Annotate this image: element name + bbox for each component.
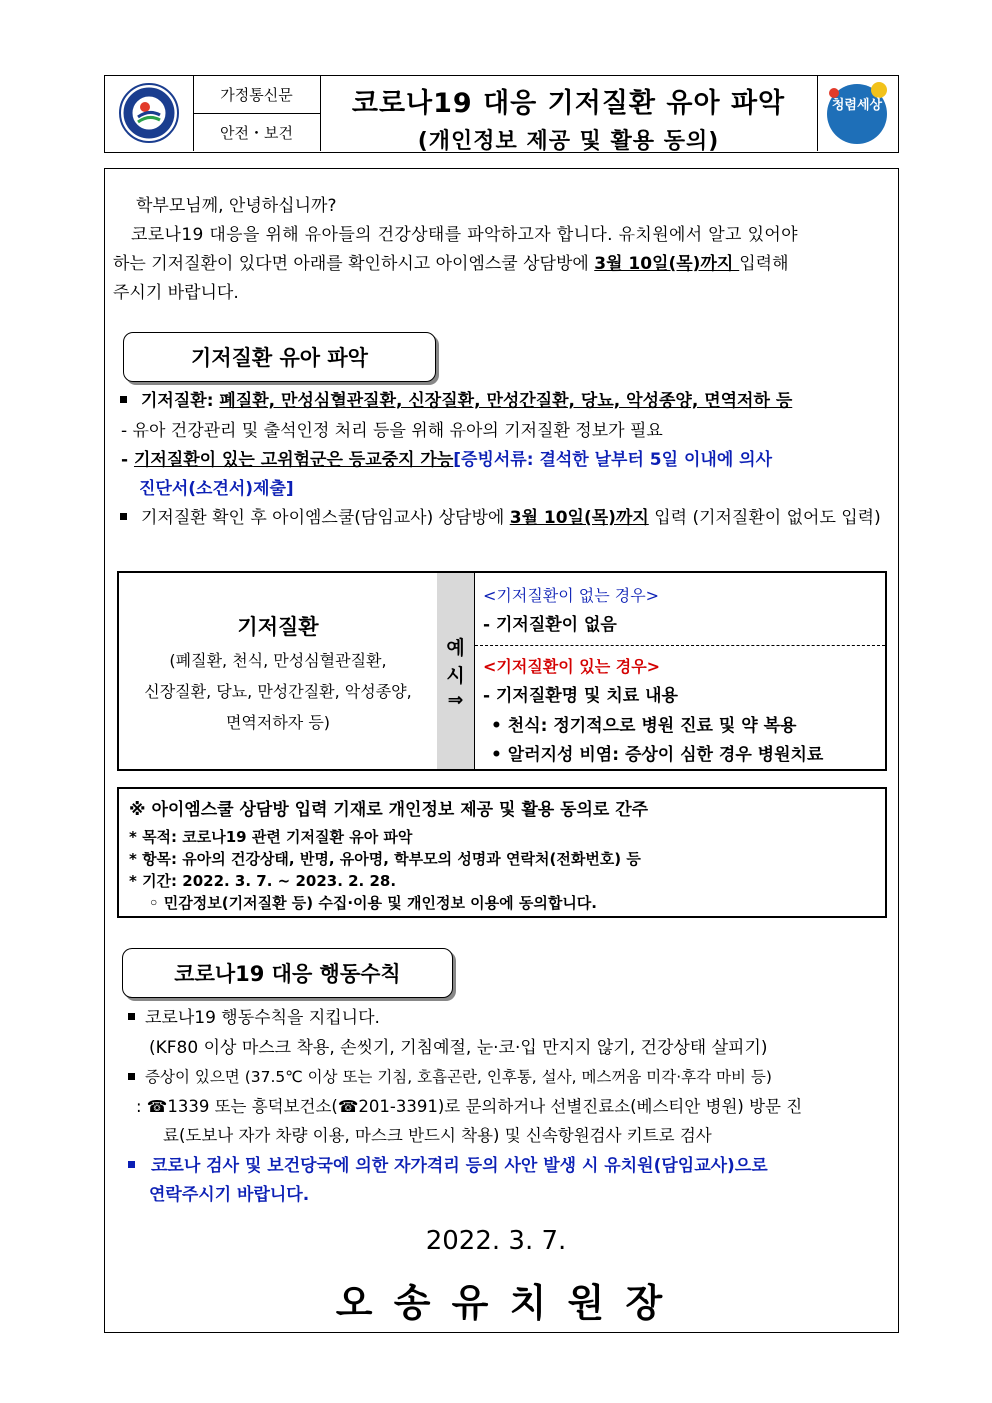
intro-line-3	[113, 249, 789, 280]
deadline-highlight: 3월 10일(목)까지	[594, 254, 740, 274]
consent-notice-title: ※ 아이엠스쿨 상담방 입력 기재로 개인정보 제공 및 활용 동의로 간주	[129, 800, 649, 820]
yes-case-example-2: • 알러지성 비염: 증상이 심한 경우 병원치료	[491, 745, 824, 765]
greeting: 학부모님께, 안녕하십니까?	[136, 196, 337, 216]
signer-name: 오 송 유 치 원 장	[335, 1281, 667, 1325]
consent-notice-box	[117, 787, 887, 918]
consent-purpose: * 목적: 코로나19 관련 기저질환 유아 파악	[129, 828, 413, 846]
example-char-2: 시	[446, 665, 465, 687]
square-bullet-icon	[128, 1013, 135, 1020]
table-left-sub2: 신장질환, 당뇨, 만성간질환, 악성종양,	[144, 682, 412, 701]
arrow-right-icon: ⇒	[447, 689, 464, 711]
table-left-cell	[119, 573, 438, 769]
chronic-label: 기저질환:	[141, 391, 220, 411]
integrity-logo-text: 청렴세상	[831, 98, 883, 113]
symptoms-contact: : ☎1339 또는 흥덕보건소(☎201-3391)로 문의하거나 선별진료소(베스티안 병원) 방문 진	[136, 1097, 803, 1116]
square-bullet-icon	[128, 1073, 135, 1080]
evidence-docs: [증빙서류: 결석한 날부터 5일 이내에 의사	[453, 450, 773, 470]
document-date: 2022. 3. 7.	[425, 1226, 567, 1256]
bullet-quarantine	[124, 1151, 768, 1181]
high-risk-text: 기저질환이 있는 고위험군은 등교중지 가능	[133, 450, 454, 470]
table-left-sub3: 면역저하자 등)	[225, 713, 331, 732]
title-line-2: (개인정보 제공 및 활용 동의)	[417, 129, 720, 154]
yes-case-body: - 기저질환명 및 치료 내용	[483, 686, 678, 706]
kindergarten-logo	[105, 76, 194, 151]
detail-high-risk	[121, 445, 772, 475]
detail-health-info: - 유아 건강관리 및 출석인정 처리 등을 위해 유아의 기저질환 정보가 필요	[121, 421, 663, 441]
table-example-cell	[437, 573, 475, 769]
intro-line-3-a: 하는 기저질환이 있다면 아래를 확인하시고 아이엠스쿨 상담방에	[113, 254, 595, 274]
yes-case-heading: <기저질환이 있는 경우>	[483, 657, 661, 676]
input-text-c: 입력 (기저질환이 없어도 입력)	[648, 508, 881, 528]
input-deadline: 3월 10일(목)까지	[509, 508, 649, 528]
consent-items: * 항목: 유아의 건강상태, 반명, 유아명, 학부모의 성명과 연락처(전화번호) 등	[129, 850, 641, 868]
table-divider	[475, 645, 885, 646]
yes-case-example-1: • 천식: 정기적으로 병원 진료 및 약 복용	[491, 716, 797, 736]
input-text-a: 기저질환 확인 후 아이엠스쿨(담임교사) 상담방에	[141, 508, 510, 528]
category-safety-health: 안전・보건	[193, 113, 321, 151]
consent-agreement: ◦ 민감정보(기저질환 등) 수집·이용 및 개인정보 이용에 동의합니다.	[149, 894, 597, 912]
table-left-title: 기저질환	[237, 615, 319, 639]
section-title-chronic-disease: 기저질환 유아 파악	[123, 332, 436, 382]
bullet-symptoms	[124, 1062, 772, 1092]
table-right-cell	[475, 573, 885, 769]
integrity-logo	[817, 76, 897, 151]
chronic-list: 폐질환, 만성심혈관질환, 신장질환, 만성간질환, 당뇨, 악성종양, 면역저하 등	[219, 391, 793, 411]
example-char-1: 예	[446, 637, 465, 659]
intro-line-3-c: 입력해	[739, 254, 789, 274]
section-title-covid-rules: 코로나19 대응 행동수칙	[122, 948, 453, 998]
document-header	[104, 75, 899, 153]
quarantine-text: 코로나 검사 및 보건당국에 의한 자가격리 등의 사안 발생 시 유치원(담임교사)으로	[151, 1156, 768, 1176]
rules-text: 코로나19 행동수칙을 지킵니다.	[145, 1008, 380, 1028]
intro-line-2: 코로나19 대응을 위해 유아들의 건강상태를 파악하고자 합니다. 유치원에서 알고 있어야	[131, 225, 798, 245]
square-bullet-icon	[120, 513, 127, 520]
symptoms-text: 증상이 있으면 (37.5℃ 이상 또는 기침, 호흡곤란, 인후통, 설사, 메스꺼움 미각·후각 마비 등)	[145, 1068, 772, 1086]
page-title	[320, 76, 818, 154]
quarantine-text-cont: 연락주시기 바랍니다.	[149, 1185, 310, 1205]
title-line-1: 코로나19 대응 기저질환 유아 파악	[351, 88, 786, 119]
bullet-rules	[124, 1003, 380, 1033]
table-left-sub1: (폐질환, 천식, 만성심혈관질환,	[169, 651, 387, 670]
category-newsletter: 가정통신문	[193, 76, 321, 114]
rules-detail: (KF80 이상 마스크 착용, 손씻기, 기침예절, 눈·코·입 만지지 않기, 건강상태 살피기)	[149, 1038, 768, 1058]
intro-line-4: 주시기 바랍니다.	[113, 283, 239, 303]
bullet-chronic-diseases	[116, 386, 792, 416]
square-bullet-icon	[128, 1161, 135, 1168]
none-case-heading: <기저질환이 없는 경우>	[483, 586, 660, 605]
consent-period: * 기간: 2022. 3. 7. ~ 2023. 2. 28.	[129, 872, 397, 890]
example-table	[117, 571, 887, 771]
symptoms-contact-cont: 료(도보나 자가 차량 이용, 마스크 반드시 착용) 및 신속항원검사 키트로 검사	[163, 1126, 712, 1145]
square-bullet-icon	[120, 396, 127, 403]
detail-evidence-cont: 진단서(소견서)제출]	[139, 479, 294, 499]
dash: -	[121, 450, 134, 470]
none-case-body: - 기저질환이 없음	[483, 615, 617, 635]
bullet-input-deadline	[116, 503, 881, 533]
